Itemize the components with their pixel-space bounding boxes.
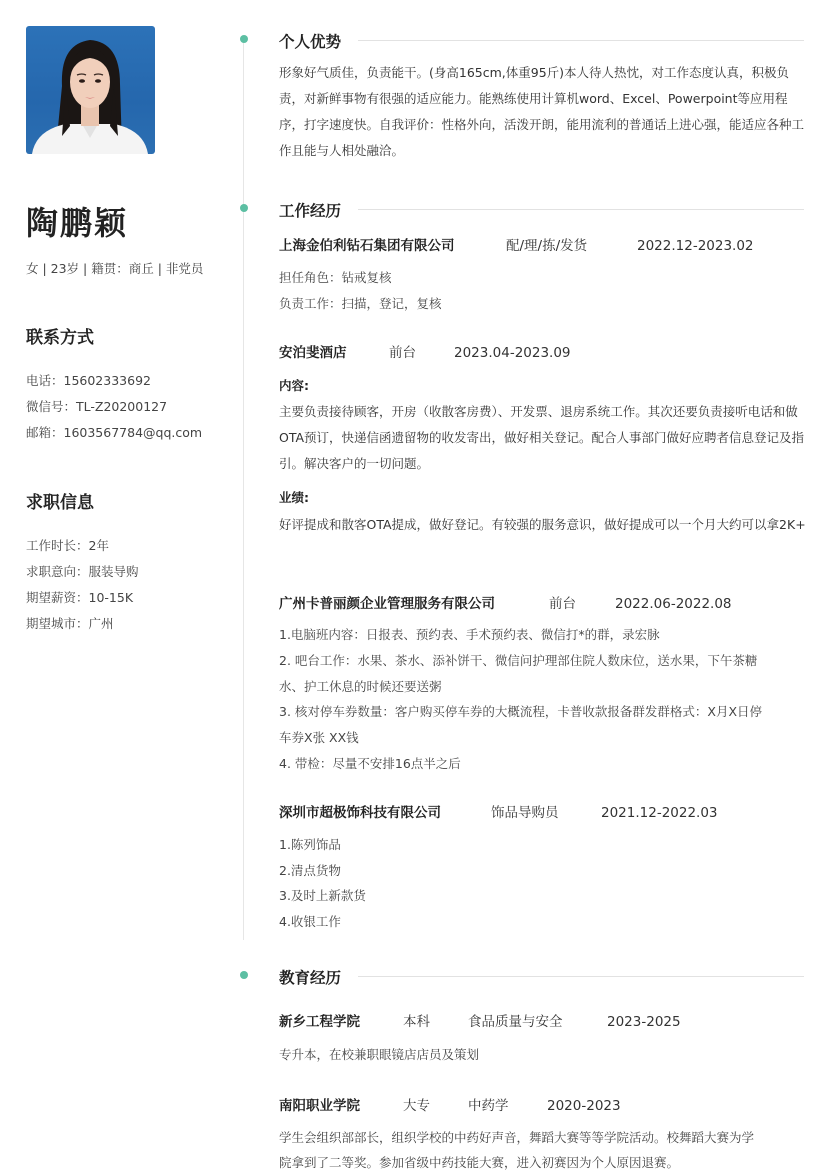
school-desc-line: 院拿到了二等奖。参加省级中药技能大赛，进入初赛因为个人原因退赛。 [279, 1155, 680, 1170]
job-intent-city: 期望城市：广州 [26, 616, 114, 631]
job-detail-line: 负责工作：扫描，登记，复核 [279, 296, 442, 311]
job-detail-line: 4. 带检：尽量不安排16点半之后 [279, 756, 461, 771]
job-header [279, 801, 718, 821]
job-intent-salary: 期望薪资：10-15K [26, 590, 134, 605]
job-period: 2022.06-2022.08 [615, 596, 732, 612]
job-intent-position: 求职意向：服装导购 [26, 564, 139, 579]
school-header [279, 1010, 681, 1030]
job-detail-line: 3.及时上新款货 [279, 888, 366, 903]
applicant-name: 陶鹏颖 [26, 204, 129, 242]
job-intent-title: 求职信息 [26, 493, 94, 513]
job-achievement-label: 业绩: [279, 490, 309, 505]
job-detail-line: 担任角色：钻戒复核 [279, 270, 392, 285]
job-company: 广州卡普丽颜企业管理服务有限公司 [279, 596, 495, 612]
job-header [279, 341, 571, 361]
school-name: 新乡工程学院 [279, 1014, 360, 1030]
job-header [279, 234, 754, 254]
job-detail-line: 水、护工休息的时候还要送粥 [279, 679, 442, 694]
job-detail-line: 2.清点货物 [279, 863, 341, 878]
school-period: 2023-2025 [607, 1014, 681, 1030]
job-period: 2021.12-2022.03 [601, 805, 718, 821]
advantages-title: 个人优势 [279, 33, 342, 51]
basic-info: 女 | 23岁 | 籍贯：商丘 | 非党员 [26, 261, 204, 276]
timeline-dot [240, 35, 248, 43]
job-detail-line: 3. 核对停车券数量：客户购买停车券的大概流程，卡普收款报备群发群格式：X月X日停 [279, 704, 763, 719]
timeline-dot [240, 204, 248, 212]
school-degree: 本科 [403, 1014, 430, 1030]
school-header [279, 1094, 621, 1114]
education-title: 教育经历 [279, 969, 342, 987]
job-content-label: 内容: [279, 378, 309, 393]
job-detail-line: 1.陈列饰品 [279, 837, 341, 852]
job-detail-line: 4.收银工作 [279, 914, 341, 929]
contact-wechat: 微信号：TL-Z20200127 [26, 399, 168, 414]
job-content-text: 主要负责接待顾客，开房（收散客房费）、开发票、退房系统工作。其次还要负责接听电话和做OTA预订，快递信函遗留物的收发寄出，做好相关登记。配合人事部门做好应聘者信息登记及指引。解决客户的一切问题。 [279, 404, 805, 471]
section-divider [358, 40, 804, 41]
section-divider [358, 976, 804, 977]
job-intent-duration: 工作时长：2年 [26, 538, 109, 553]
job-company: 安泊斐酒店 [279, 345, 347, 361]
section-divider [358, 209, 804, 210]
job-role: 饰品导购员 [491, 805, 559, 821]
job-role: 前台 [389, 345, 416, 361]
contact-phone: 电话：15602333692 [26, 373, 151, 388]
job-intent-list [26, 533, 139, 637]
job-company: 深圳市超极饰科技有限公司 [279, 805, 441, 821]
job-header [279, 592, 732, 612]
school-major: 中药学 [468, 1098, 509, 1114]
job-period: 2022.12-2023.02 [637, 238, 754, 254]
school-degree: 大专 [403, 1098, 430, 1114]
job-detail-line: 2. 吧台工作：水果、茶水、添补饼干、微信问护理部住院人数床位，送水果，下午茶糖 [279, 653, 758, 668]
sidebar [0, 0, 236, 1176]
advantages-text: 形象好气质佳，负责能干。(身高165cm,体重95斤)本人待人热忱，对工作态度认真，积极负责，对新鲜事物有很强的适应能力。能熟练使用计算机word、Excel、Powerpoint等应用程序，打字速度快。自我评价：性格外向，活泼开朗，能用流利的普通话上进心强，能适应各种工作且能与人相处融洽。 [279, 65, 805, 158]
job-role: 配/理/拣/发货 [506, 238, 588, 254]
profile-photo [26, 26, 155, 154]
job-detail-line: 1.电脑班内容：日报表、预约表、手术预约表、微信打*的群，录宏脉 [279, 627, 660, 642]
timeline-dot [240, 971, 248, 979]
contact-list [26, 368, 202, 446]
school-name: 南阳职业学院 [279, 1098, 360, 1114]
contact-title: 联系方式 [26, 328, 94, 348]
timeline-line [243, 40, 244, 940]
portrait-illustration [26, 26, 155, 154]
work-title: 工作经历 [279, 202, 342, 220]
job-company: 上海金伯利钻石集团有限公司 [279, 238, 455, 254]
school-period: 2020-2023 [547, 1098, 621, 1114]
job-period: 2023.04-2023.09 [454, 345, 571, 361]
school-major: 食品质量与安全 [468, 1014, 563, 1030]
school-desc: 专升本，在校兼职眼镜店店员及策划 [279, 1047, 480, 1062]
job-achievement-text: 好评提成和散客OTA提成，做好登记。有较强的服务意识，做好提成可以一个月大约可以拿2K+ [279, 517, 806, 532]
school-desc-line: 学生会组织部部长，组织学校的中药好声音，舞蹈大赛等等学院活动。校舞蹈大赛为学 [279, 1130, 755, 1145]
contact-email: 邮箱：1603567784@qq.com [26, 425, 203, 440]
job-role: 前台 [549, 596, 576, 612]
job-detail-line: 车券X张 XX钱 [279, 730, 359, 745]
